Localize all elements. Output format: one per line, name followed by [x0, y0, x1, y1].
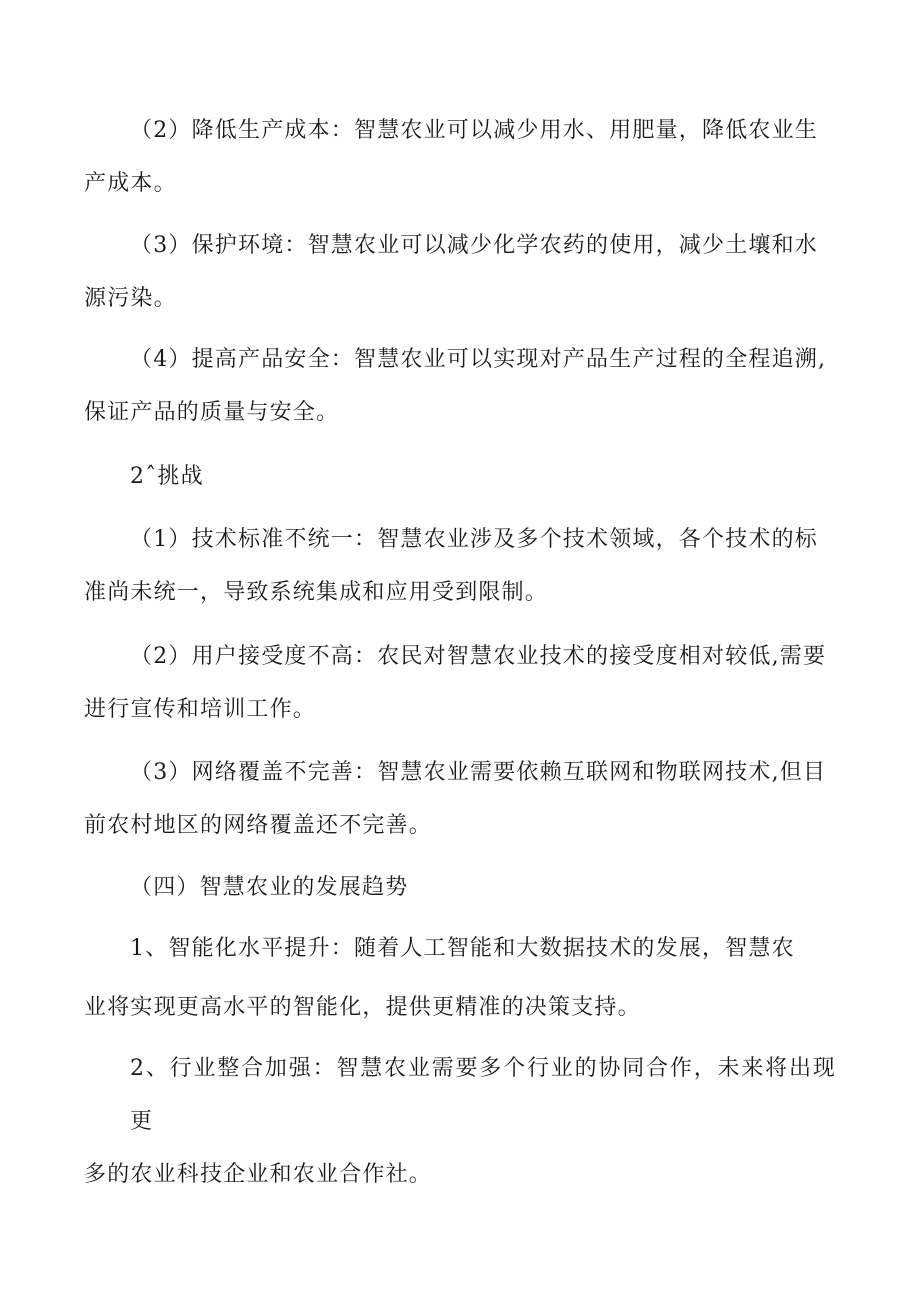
paragraph-line: 2、行业整合加强：智慧农业需要多个行业的协同合作，未来将出现更	[130, 1056, 836, 1134]
paragraph-line: 准尚未统一，导致系统集成和应用受到限制。	[84, 580, 549, 605]
paragraph-industry-integration	[84, 1042, 836, 1201]
section-heading-trends: （四）智慧农业的发展趋势	[130, 875, 409, 900]
paragraph-line: 产成本。	[84, 171, 177, 196]
paragraph-protect-environment	[84, 219, 836, 325]
paragraph-line: 1、智能化水平提升：随着人工智能和大数据技术的发展，智慧农	[130, 936, 795, 961]
paragraph-reduce-cost	[84, 104, 836, 210]
paragraph-line: （4）提高产品安全：智慧农业可以实现对产品生产过程的全程追溯,	[130, 347, 827, 372]
paragraph-line: 多的农业科技企业和农业合作社。	[84, 1162, 433, 1187]
paragraph-line: （3）网络覆盖不完善：智慧农业需要依赖互联网和物联网技术,但目	[130, 760, 827, 785]
paragraph-network-coverage	[84, 746, 836, 852]
paragraph-line: （1）技术标准不统一：智慧农业涉及多个技术领域，各个技术的标	[130, 527, 818, 552]
paragraph-tech-standards	[84, 513, 836, 619]
paragraph-product-safety	[84, 333, 836, 439]
paragraph-line: 前农村地区的网络覆盖还不完善。	[84, 813, 433, 838]
paragraph-line: （3）保护环境：智慧农业可以减少化学农药的使用，减少土壤和水	[130, 233, 818, 258]
paragraph-line: 业将实现更高水平的智能化，提供更精准的决策支持。	[84, 995, 641, 1020]
paragraph-line: （2）降低生产成本：智慧农业可以减少用水、用肥量，降低农业生	[130, 118, 818, 143]
paragraph-line: 进行宣传和培训工作。	[84, 697, 317, 722]
section-heading-challenges: 2ˆ挑战	[130, 464, 204, 489]
paragraph-intelligence-level	[84, 922, 836, 1034]
paragraph-line: （2）用户接受度不高：农民对智慧农业技术的接受度相对较低,需要	[130, 644, 827, 669]
paragraph-line: 源污染。	[84, 286, 177, 311]
paragraph-user-acceptance	[84, 630, 836, 736]
paragraph-line: 保证产品的质量与安全。	[84, 400, 340, 425]
